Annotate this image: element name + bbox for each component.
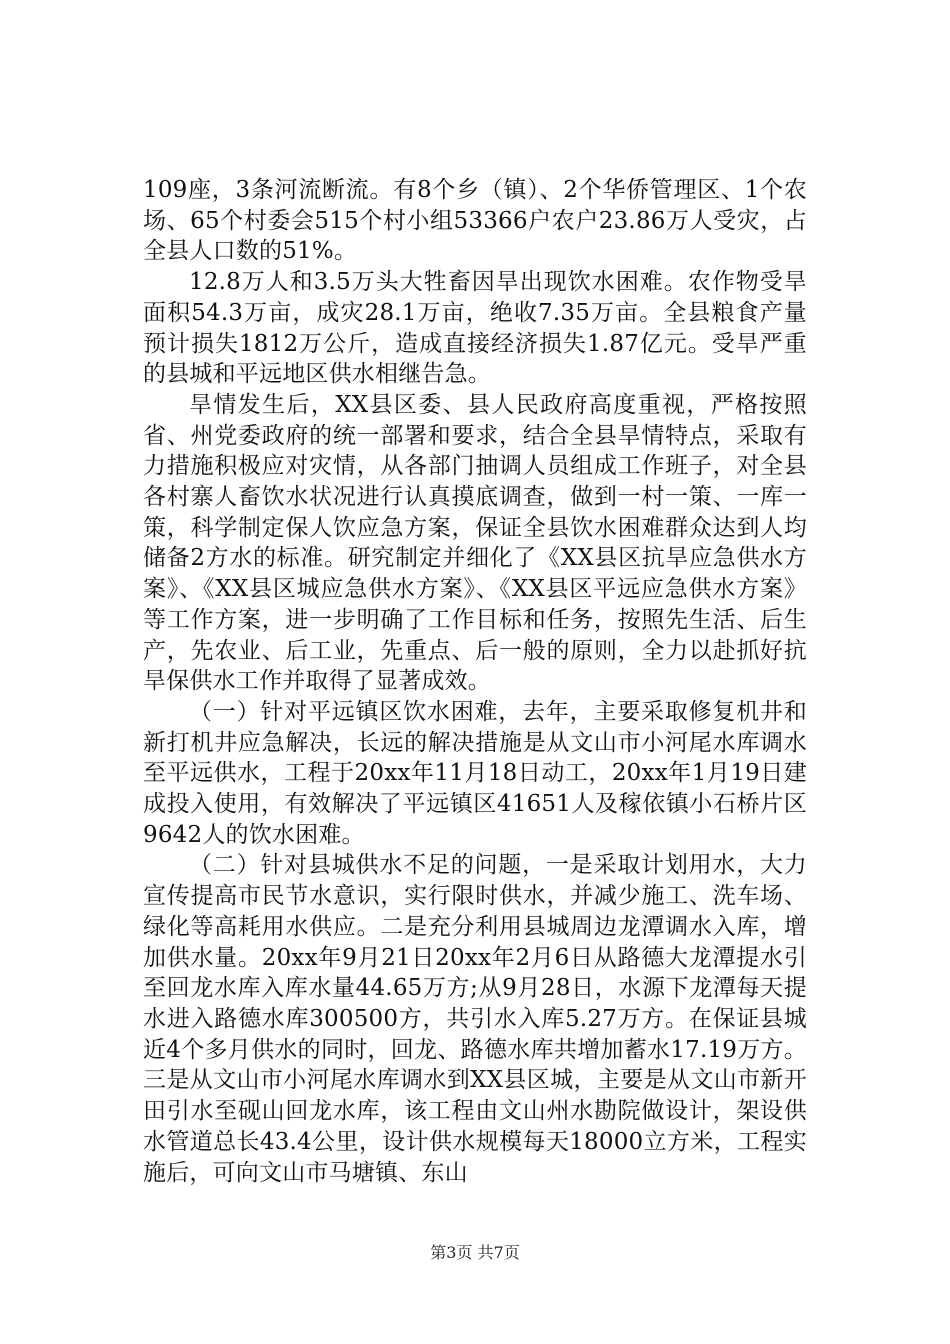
paragraph-5: （二）针对县城供水不足的问题，一是采取计划用水，大力宣传提高市民节水意识，实行限时供水，并减少施工、洗车场、绿化等高耗用水供应。二是充分利用县城周边龙潭调水入库，增加供水量。20xx年9月21日20xx年2月6日从路德大龙潭提水引至回龙水库入库水量44.65万方;从9月28日，水源下龙潭每天提水进入路德水库300500方，共引水入库5.27万方。在保证县城近4个多月供水的同时，回龙、路德水库共增加蓄水17.19万方。三是从文山市小河尾水库调水到XX县区城，主要是从文山市新开田引水至砚山回龙水库，该工程由文山州水勘院做设计，架设供水管道总长43.4公里，设计供水规模每天18000立方米，工程实施后，可向文山市马塘镇、东山 bbox=[143, 852, 807, 1186]
paragraph-3: 旱情发生后，XX县区委、县人民政府高度重视，严格按照省、州党委政府的统一部署和要求，结合全县旱情特点，采取有力措施积极应对灾情，从各部门抽调人员组成工作班子，对全县各村寨人畜饮水状况进行认真摸底调查，做到一村一策、一库一策，科学制定保人饮应急方案，保证全县饮水困难群众达到人均储备2方水的标准。研究制定并细化了《XX县区抗旱应急供水方案》、《XX县区城应急供水方案》、《XX县区平远应急供水方案》等工作方案，进一步明确了工作目标和任务，按照先生活、后生产，先农业、后工业，先重点、后一般的原则，全力以赴抓好抗旱保供水工作并取得了显著成效。 bbox=[143, 391, 807, 695]
paragraph-2: 12.8万人和3.5万头大牲畜因旱出现饮水困难。农作物受旱面积54.3万亩，成灾28.1万亩，绝收7.35万亩。全县粮食产量预计损失1812万公斤，造成直接经济损失1.87亿元。受旱严重的县城和平远地区供水相继告急。 bbox=[143, 269, 807, 388]
page-footer: 第3页 共7页 bbox=[430, 1243, 520, 1262]
paragraph-4: （一）针对平远镇区饮水困难，去年，主要采取修复机井和新打机井应急解决，长远的解决措施是从文山市小河尾水库调水至平远供水，工程于20xx年11月18日动工，20xx年1月19日建成投入使用，有效解决了平远镇区41651人及稼依镇小石桥片区9642人的饮水困难。 bbox=[143, 698, 807, 848]
paragraph-1: 109座，3条河流断流。有8个乡（镇）、2个华侨管理区、1个农场、65个村委会515个村小组53366户农户23.86万人受灾，占全县人口数的51%。 bbox=[143, 177, 807, 265]
document-body bbox=[143, 175, 807, 1188]
